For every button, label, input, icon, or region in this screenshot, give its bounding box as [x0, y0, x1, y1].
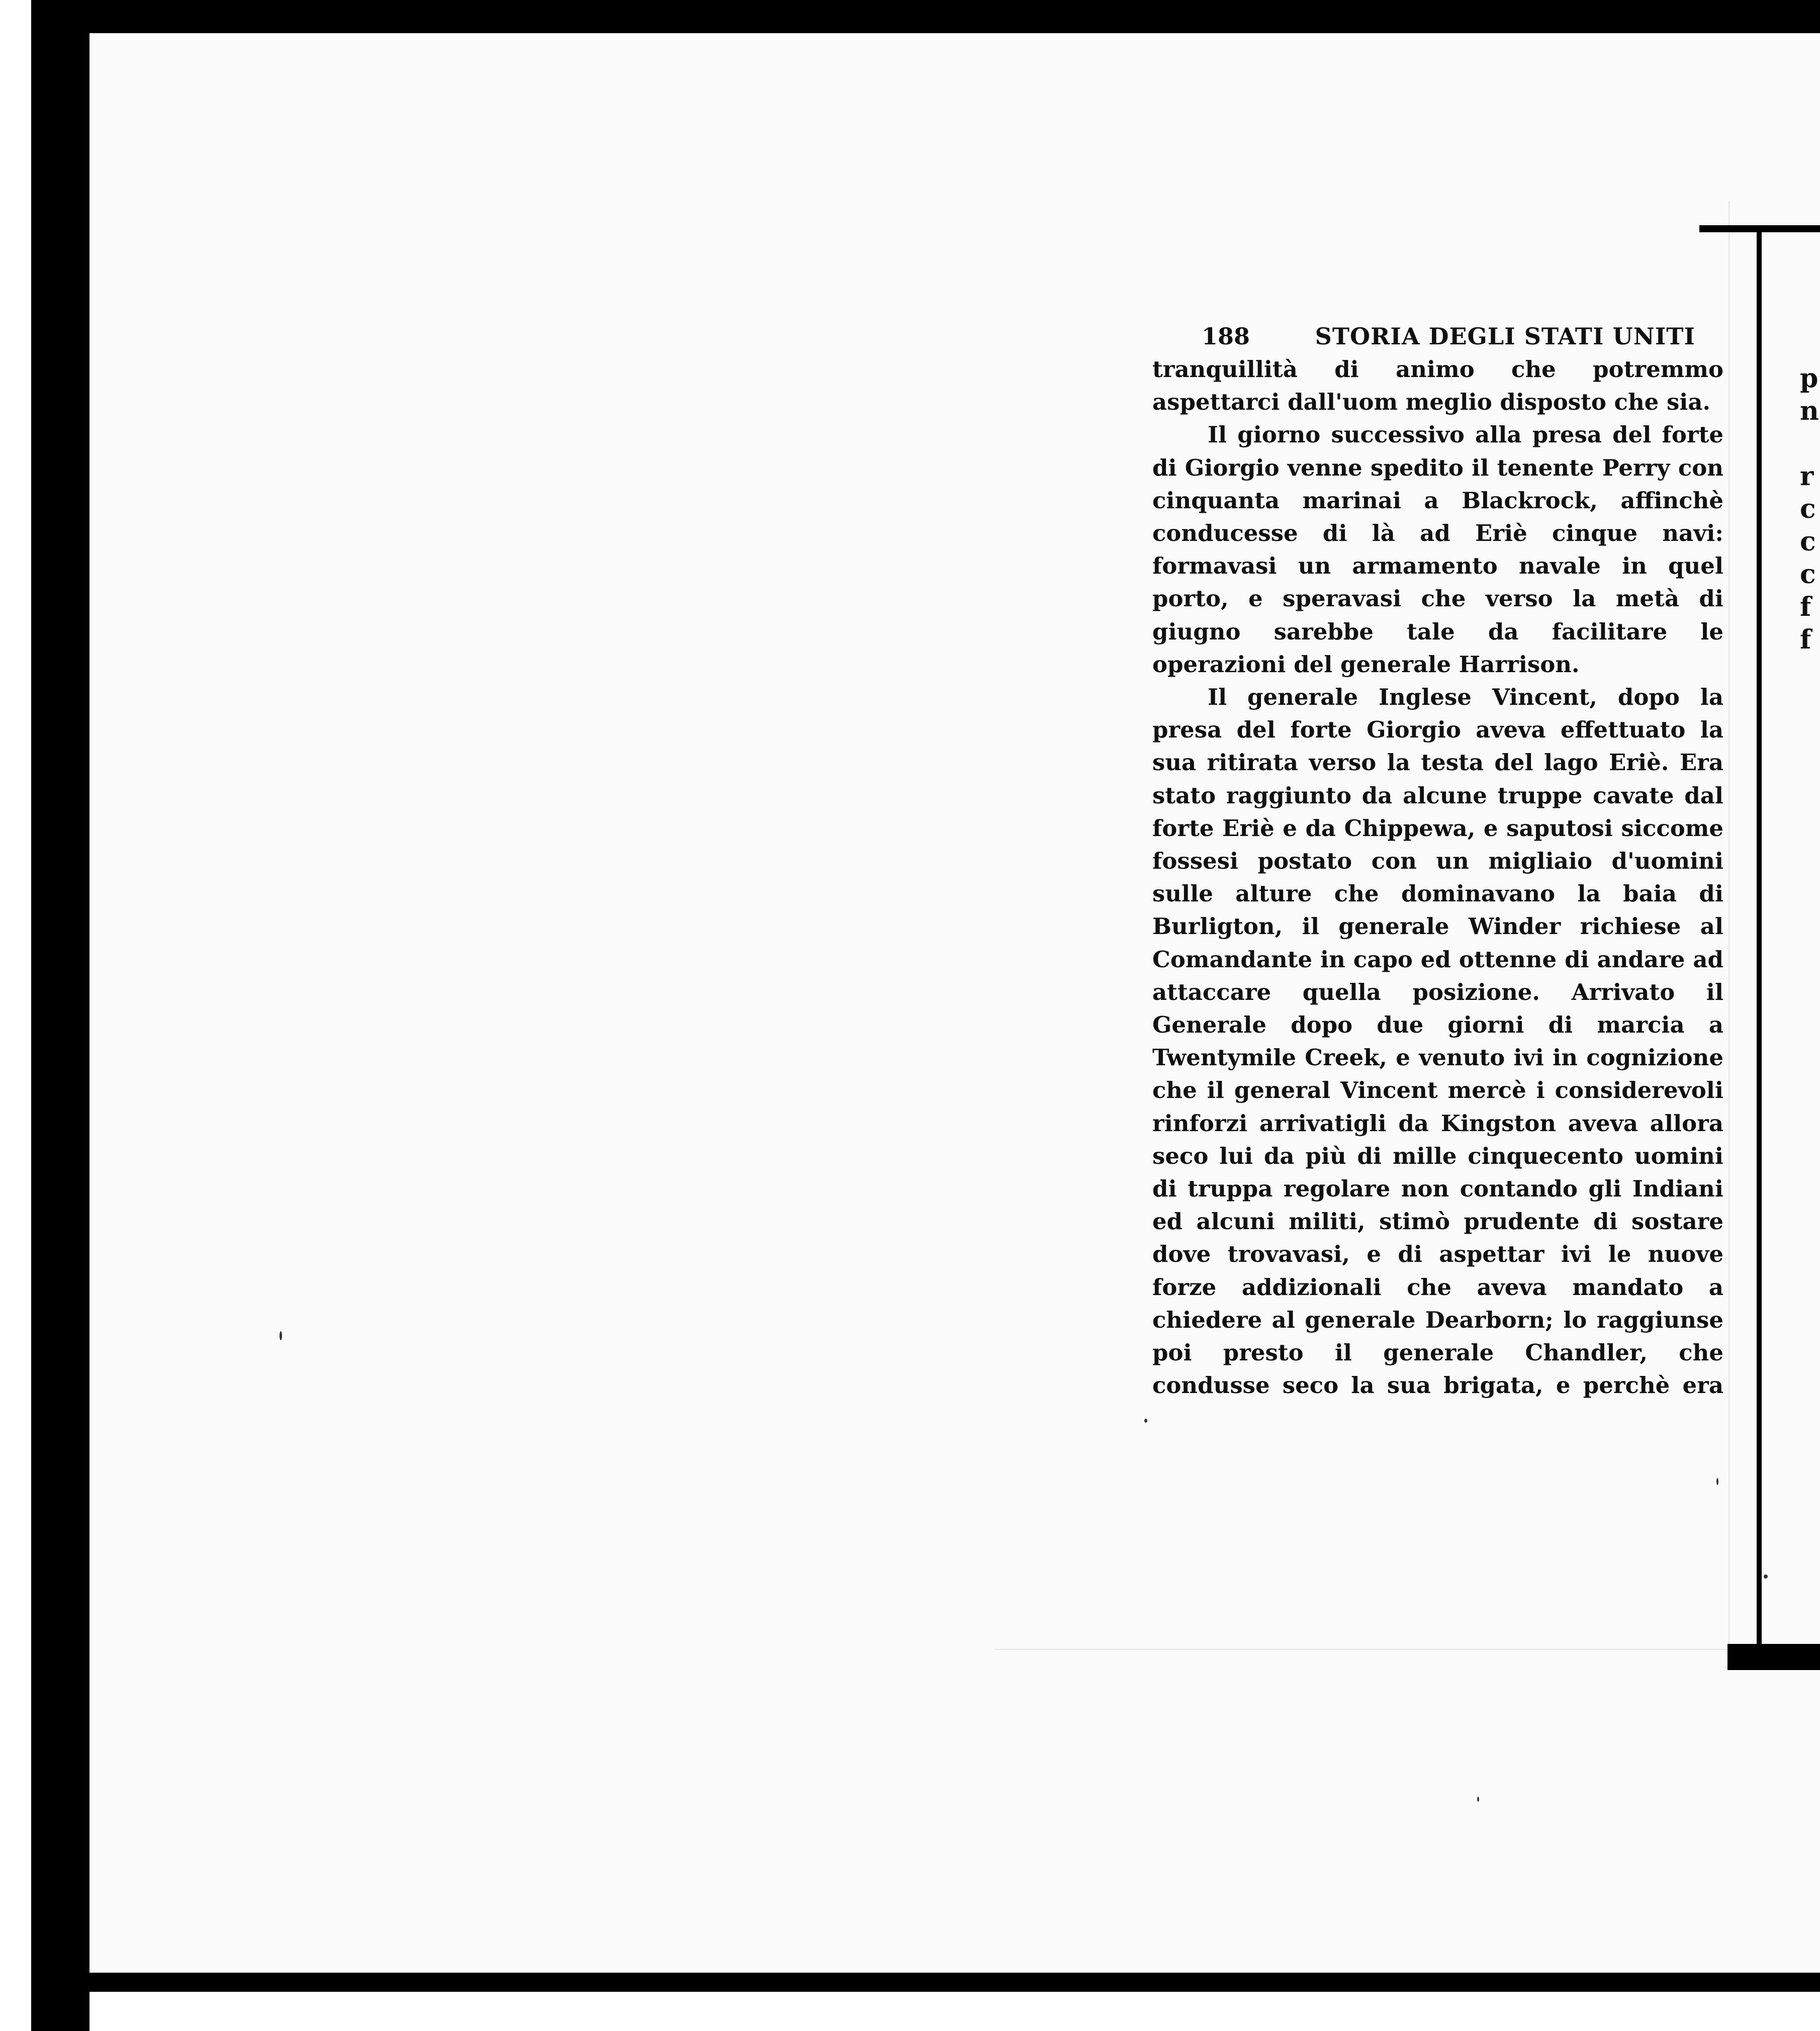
page-text — [1152, 320, 1723, 1402]
scan-speck — [1144, 1419, 1147, 1423]
scan-border-bottom-strip — [89, 1992, 1820, 2031]
running-title: STORIA DEGLI STATI UNITI — [1315, 323, 1695, 350]
scan-speck — [1716, 1478, 1718, 1485]
scan-speck — [1477, 1797, 1479, 1802]
next-page-bracket-bottom — [1727, 1644, 1820, 1670]
scan-border-left — [31, 0, 92, 2031]
paragraph: Il giorno successivo alla presa del forte di Giorgio venne spedito il tenente Perry con cinquanta marinai a Blackrock, affinchè conducesse di là ad Eriè cinque navi: formavasi un armamento navale in quel porto, e speravasi che verso la metà di giugno sarebbe tale da facilitare le operazioni del generale Harrison. — [1152, 421, 1723, 678]
paragraph: Il generale Inglese Vincent, dopo la presa del forte Giorgio aveva effettuato la sua ritirata verso la testa del lago Eriè. Era stato raggiunto da alcune truppe cavate dal forte Eriè e da Chippewa, e saputosi siccome fossesi postato con un migliaio d'uomini sulle alture che dominavano la baia di Burligton, il generale Winder richiese al Comandante in capo ed ottenne di andare ad attaccare quella posizione. Arrivato il Generale dopo due giorni di marcia a Twentymile Creek, e venuto ivi in cognizione che il general Vincent mercè i considerevoli rinforzi arrivatigli da Kingston aveva allora seco lui da più di mille cinquecento uomini di truppa regolare non contando gli Indiani ed alcuni militi, stimò prudente di sostare dove trovavasi, e di aspettar ivi le nuove forze addizionali che aveva mandato a chiedere al generale Dearborn; lo raggiunse poi presto il generale Chandler, che condusse seco la sua brigata, e perchè era — [1152, 684, 1723, 1399]
next-page-fragment: p n r c c c f f — [1800, 363, 1819, 655]
next-page-bracket-edge — [1757, 229, 1762, 1646]
running-head — [1152, 320, 1723, 353]
scan-speck — [280, 1331, 282, 1340]
scan-speck — [1764, 1575, 1768, 1579]
page-number: 188 — [1202, 323, 1250, 350]
paragraph: tranquillità di animo che potremmo aspettarci dall'uom meglio disposto che sia. — [1152, 356, 1723, 416]
